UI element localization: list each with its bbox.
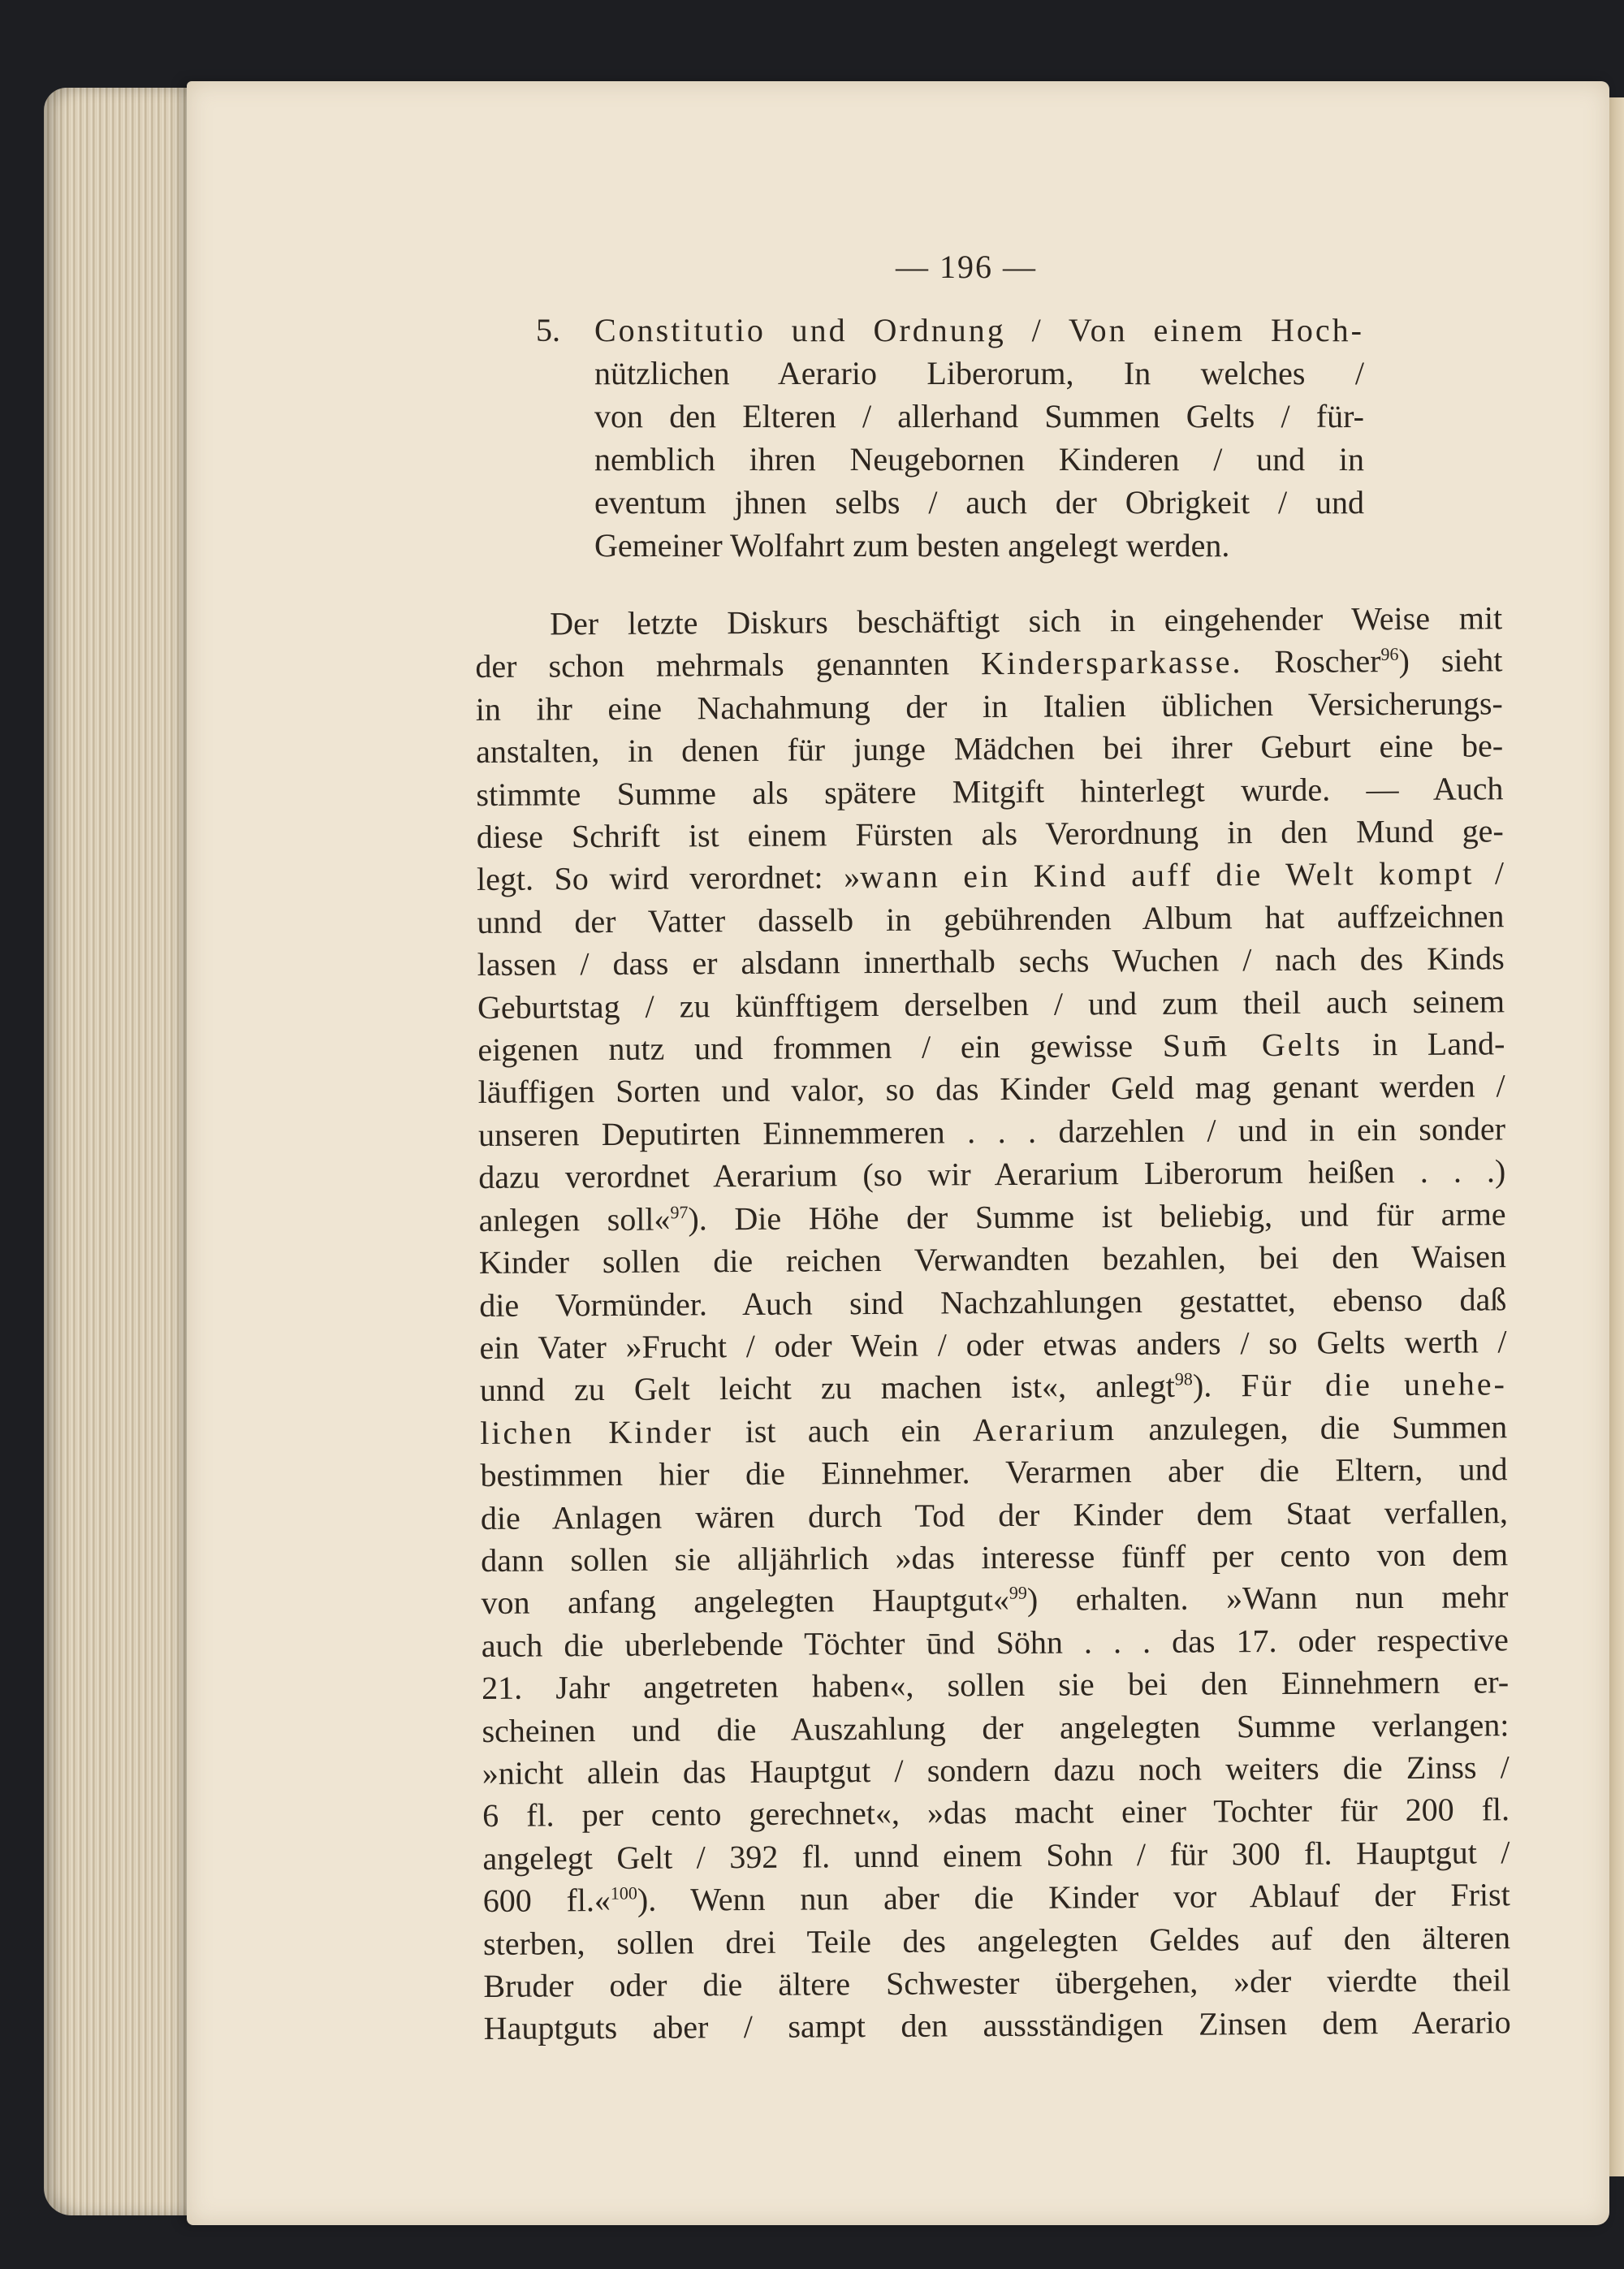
entry-line: von den Elteren / allerhand Summen Gelts / für-	[594, 398, 1364, 434]
text-run: in Land-	[1342, 1025, 1505, 1063]
footnote-ref: 97	[670, 1201, 689, 1222]
text-run: anlegen soll«	[478, 1200, 671, 1238]
text-run: Roscher	[1242, 642, 1381, 681]
text-run: ). Wenn nun aber die Kinder vor Ablauf der Frist	[637, 1876, 1510, 1918]
text-line: unnd der Vatter dasselb in gebührenden Album hat auffzeichnen	[477, 897, 1505, 940]
body-text	[475, 597, 1511, 2051]
text-run: eigenen nutz und frommen / ein gewisse	[477, 1026, 1163, 1069]
text-line: scheinen und die Auszahlung der angelegten Summe verlangen:	[482, 1705, 1510, 1749]
footnote-ref: 99	[1009, 1582, 1027, 1604]
text-line: Kinder sollen die reichen Verwandten bezahlen, bei den Waisen	[478, 1238, 1507, 1281]
text-line: dann sollen sie alljährlich »das interesse fünff per cento von dem	[481, 1536, 1509, 1579]
text-run: ) erhalten. »Wann nun mehr	[1026, 1578, 1509, 1619]
footnote-ref: 96	[1380, 644, 1399, 665]
entry-line: nützlichen Aerario Liberorum, In welches /	[594, 355, 1364, 391]
text-run: von anfang angelegten Hauptgut«	[481, 1581, 1010, 1622]
text-line	[483, 1874, 1510, 1922]
text-line: bestimmen hier die Einnehmer. Verarmen aber die Eltern, und	[480, 1450, 1508, 1494]
spaced-term: lichen Kinder	[480, 1412, 714, 1451]
spaced-term: Kindersparkasse.	[980, 643, 1243, 682]
text-run: ).	[1192, 1367, 1242, 1404]
text-run: /	[1474, 854, 1505, 892]
entry-line: nemblich ihren Neugebornen Kinderen / und in	[594, 441, 1364, 478]
text-line: diese Schrift ist einem Fürsten als Verordnung in den Mund ge-	[476, 812, 1504, 856]
text-line: stimmte Summe als spätere Mitgift hinterlegt wurde. — Auch	[476, 769, 1504, 813]
entry-number: 5.	[536, 312, 560, 348]
text-line: Hauptguts aber / sampt den aussständigen Zinsen dem Aerario	[483, 2003, 1511, 2047]
text-run: ) sieht	[1398, 642, 1503, 680]
text-line: angelegt Gelt / 392 fl. unnd einem Sohn / für 300 fl. Hauptgut /	[482, 1834, 1510, 1877]
text-line: die Anlagen wären durch Tod der Kinder dem Staat verfallen,	[480, 1493, 1508, 1536]
text-run: der schon mehrmals genannten	[475, 645, 982, 685]
text-line	[477, 1022, 1505, 1071]
text-line: anstalten, in denen für junge Mädchen bei ihrer Geburt eine be-	[475, 727, 1504, 771]
spaced-term: Sum̄ Gelts	[1162, 1026, 1343, 1064]
footnote-ref: 98	[1174, 1368, 1193, 1389]
text-run: anzulegen, die Summen	[1116, 1407, 1508, 1447]
text-run: unnd zu Gelt leicht zu machen ist«, anlegt	[479, 1368, 1176, 1409]
text-line: auch die uberlebende Töchter ūnd Söhn . . . das 17. oder respective	[481, 1620, 1509, 1664]
text-line: Geburtstag / zu künfftigem derselben / und zum theil auch seinem	[477, 982, 1505, 1026]
text-line	[481, 1576, 1508, 1625]
text-line: läuffigen Sorten und valor, so das Kinder Geld mag genant werden /	[477, 1067, 1505, 1111]
spaced-term: Für die unehe-	[1241, 1365, 1508, 1404]
text-line: Bruder oder die ältere Schwester übergehen, »der vierdte theil	[483, 1961, 1511, 2004]
entry-line: eventum jhnen selbs / auch der Obrigkeit / und	[594, 484, 1364, 521]
text-line	[480, 1364, 1507, 1412]
text-line: 6 fl. per cento gerechnet«, »das macht einer Tochter für 200 fl.	[482, 1791, 1510, 1835]
text-run: ). Die Höhe der Summe ist beliebig, und für arme	[688, 1195, 1506, 1238]
text-line: unseren Deputirten Einnemmeren . . . darzehlen / und in ein sonder	[477, 1110, 1506, 1153]
text-line: Der letzte Diskurs beschäftigt sich in eingehender Weise mit	[550, 599, 1503, 642]
text-line	[478, 1193, 1505, 1242]
text-line: »nicht allein das Hauptgut / sondern dazu noch weiters die Zinss /	[482, 1748, 1510, 1791]
entry-line: Constitutio und Ordnung / Von einem Hoch-	[594, 312, 1364, 348]
book-entry	[536, 309, 1364, 567]
text-run: legt. So wird verordnet: »	[476, 858, 861, 898]
footnote-ref: 100	[610, 1882, 637, 1904]
text-line: sterben, sollen drei Teile des angelegten Geldes auf den älteren	[482, 1918, 1511, 1962]
text-line	[480, 1406, 1507, 1454]
text-line: 21. Jahr angetreten haben«, sollen sie bei den Einnehmern er-	[482, 1663, 1510, 1707]
page-number: — 196 —	[896, 249, 1037, 285]
text-line	[475, 640, 1502, 689]
text-line: dazu verordnet Aerarium (so wir Aerarium Liberorum heißen . . .)	[478, 1152, 1506, 1196]
text-run: 600 fl.«	[482, 1882, 611, 1920]
text-line: lassen / dass er alsdann innerthalb sechs Wuchen / nach des Kinds	[477, 940, 1505, 983]
text-line	[477, 853, 1504, 901]
text-run: ist auch ein	[713, 1411, 973, 1450]
text-line: ein Vater »Frucht / oder Wein / oder etwas anders / so Gelts werth /	[479, 1323, 1507, 1366]
entry-line: Gemeiner Wolfahrt zum besten angelegt werden.	[594, 527, 1230, 564]
text-line: die Vormünder. Auch sind Nachzahlungen gestattet, ebenso daß	[479, 1280, 1507, 1324]
spaced-term: wann ein Kind auff die Welt kompt	[859, 854, 1475, 896]
text-line: in ihr eine Nachahmung der in Italien üblichen Versicherungs-	[475, 685, 1503, 728]
spaced-term: Aerarium	[972, 1410, 1117, 1448]
